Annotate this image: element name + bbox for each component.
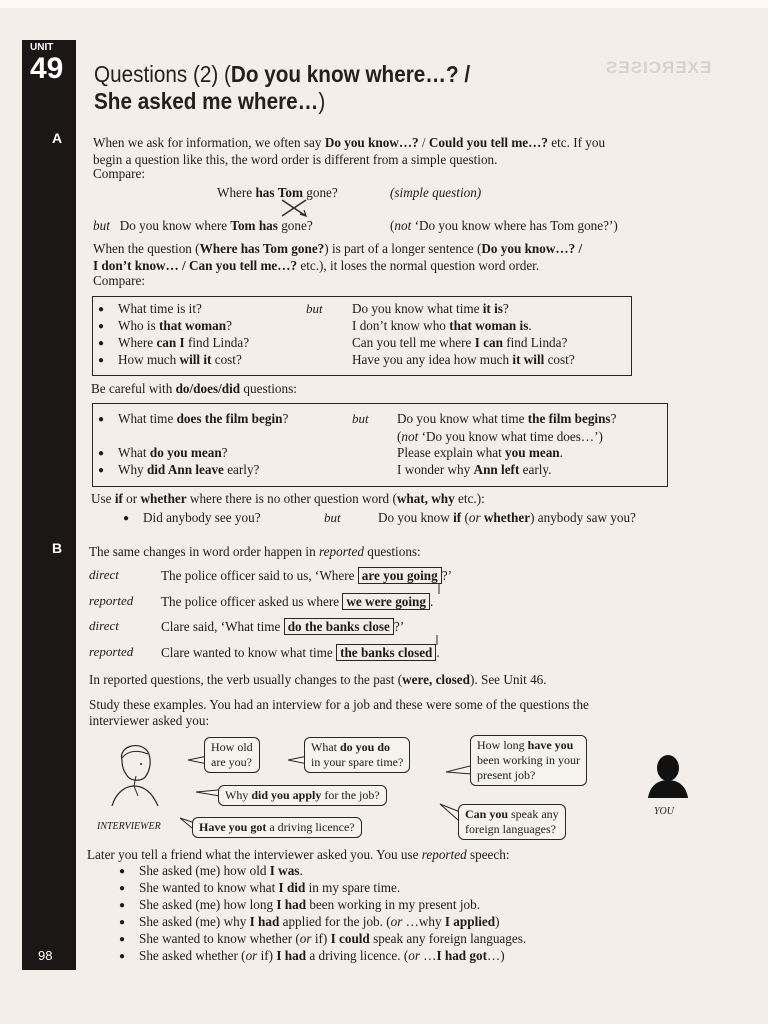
not-note: (not ‘Do you know where has Tom gone?’): [390, 218, 618, 233]
same-changes-line: The same changes in word order happen in reported questions:: [89, 544, 421, 559]
page-title: Questions (2) (Do you know where…? / She asked me where…): [94, 61, 471, 114]
reported-row-1: The police officer said to us, ‘Where are you going ?’: [161, 568, 452, 583]
reported-item-3: ● She asked (me) how long I had been working in my present job.: [139, 896, 480, 913]
study-line-2: interviewer asked you:: [89, 713, 210, 728]
unit-sidebar: [22, 40, 76, 970]
reported-item-4: ● She asked (me) why I had applied for the job. (or …why I applied): [139, 913, 500, 930]
simple-question-example: Where has Tom gone?: [217, 185, 338, 200]
box2-right-3: I wonder why Ann left early.: [397, 462, 552, 477]
indirect-question-example: but Do you know where Tom has gone?: [93, 218, 313, 233]
bubble-spare-time: What do you do in your spare time?: [304, 737, 410, 773]
box1-left-1: ● What time is it?: [118, 300, 202, 317]
compare-label-2: Compare:: [93, 273, 146, 288]
bubble-how-old: How old are you?: [204, 737, 260, 773]
if-example-answer: Do you know if (or whether) anybody saw you?: [378, 510, 636, 525]
ghost-print-through: EXERCISES: [605, 58, 712, 77]
box2-left-1: ● What time does the film begin?: [118, 410, 288, 427]
box1-left-2: ● Who is that woman?: [118, 317, 232, 334]
box2-but: but: [352, 411, 369, 426]
box2-right-1: Do you know what time the film begins?: [397, 411, 617, 426]
bubble-why-apply: Why did you apply for the job?: [218, 785, 387, 806]
box2-right-1-note: (not ‘Do you know what time does…’): [397, 429, 603, 444]
box1-but: but: [306, 301, 323, 316]
connector-1: [438, 584, 442, 594]
section-a-marker: A: [52, 130, 63, 146]
reported-row-3: Clare said, ‘What time do the banks close ?’: [161, 619, 405, 634]
reported-item-2: ● She wanted to know what I did in my spare time.: [139, 879, 400, 896]
box2-left-3: ● Why did Ann leave early?: [118, 461, 259, 478]
unit-number: 49: [30, 52, 64, 85]
reported-item-5: ● She wanted to know whether (or if) I could speak any foreign languages.: [139, 930, 526, 947]
intro-line-2: begin a question like this, the word order is different from a simple question.: [93, 152, 498, 167]
bubble-driving-licence: Have you got a driving licence?: [192, 817, 362, 838]
when-line-2: I don’t know… / Can you tell me…? etc.), it loses the normal question word order.: [93, 258, 540, 273]
past-tense-line: In reported questions, the verb usually changes to the past (were, closed). See Unit 46.: [89, 672, 547, 687]
if-example-question: ● Did anybody see you?: [143, 509, 261, 526]
bubble-how-long: How long have you been working in your present job?: [470, 735, 587, 786]
bubble-languages: Can you speak any foreign languages?: [458, 804, 566, 840]
box1-right-1: Do you know what time it is?: [352, 301, 509, 316]
box2-left-2: ● What do you mean?: [118, 444, 228, 461]
box1-left-4: ● How much will it cost?: [118, 351, 242, 368]
word-swap-cross: [280, 198, 320, 218]
reported-row-2: The police officer asked us where we were going .: [161, 594, 434, 609]
box1-right-2: I don’t know who that woman is.: [352, 318, 532, 333]
later-line: Later you tell a friend what the interviewer asked you. You use reported speech:: [87, 847, 510, 862]
simple-question-note: (simple question): [390, 185, 482, 200]
box1-right-4: Have you any idea how much it will cost?: [352, 352, 575, 367]
if-example-but: but: [324, 510, 341, 525]
you-label: YOU: [654, 806, 675, 817]
unit-label: UNIT: [30, 42, 54, 53]
row-label-reported-1: reported: [89, 593, 134, 608]
row-label-reported-2: reported: [89, 644, 134, 659]
connector-2: [436, 635, 440, 645]
interviewer-label: INTERVIEWER: [97, 821, 161, 832]
box1-right-3: Can you tell me where I can find Linda?: [352, 335, 568, 350]
section-b-marker: B: [52, 540, 63, 556]
when-line-1: When the question (Where has Tom gone?) is part of a longer sentence (Do you know…? /: [93, 241, 583, 256]
compare-label: Compare:: [93, 166, 146, 181]
study-line-1: Study these examples. You had an interview for a job and these were some of the questions the: [89, 697, 589, 712]
page-number: 98: [38, 948, 53, 963]
page-edge: [0, 0, 768, 8]
row-label-direct-2: direct: [89, 618, 119, 633]
use-if-line: Use if or whether where there is no other question word (what, why etc.):: [91, 491, 485, 506]
row-label-direct-1: direct: [89, 567, 119, 582]
box1-left-3: ● Where can I find Linda?: [118, 334, 249, 351]
box2-right-2: Please explain what you mean.: [397, 445, 563, 460]
reported-item-6: ● She asked whether (or if) I had a driving licence. (or …I had got…): [139, 947, 505, 964]
intro-line-1: When we ask for information, we often say Do you know…? / Could you tell me…? etc. If you: [93, 135, 606, 150]
reported-item-1: ● She asked (me) how old I was.: [139, 862, 303, 879]
reported-row-4: Clare wanted to know what time the banks closed .: [161, 645, 440, 660]
careful-line: Be careful with do/does/did questions:: [91, 381, 297, 396]
